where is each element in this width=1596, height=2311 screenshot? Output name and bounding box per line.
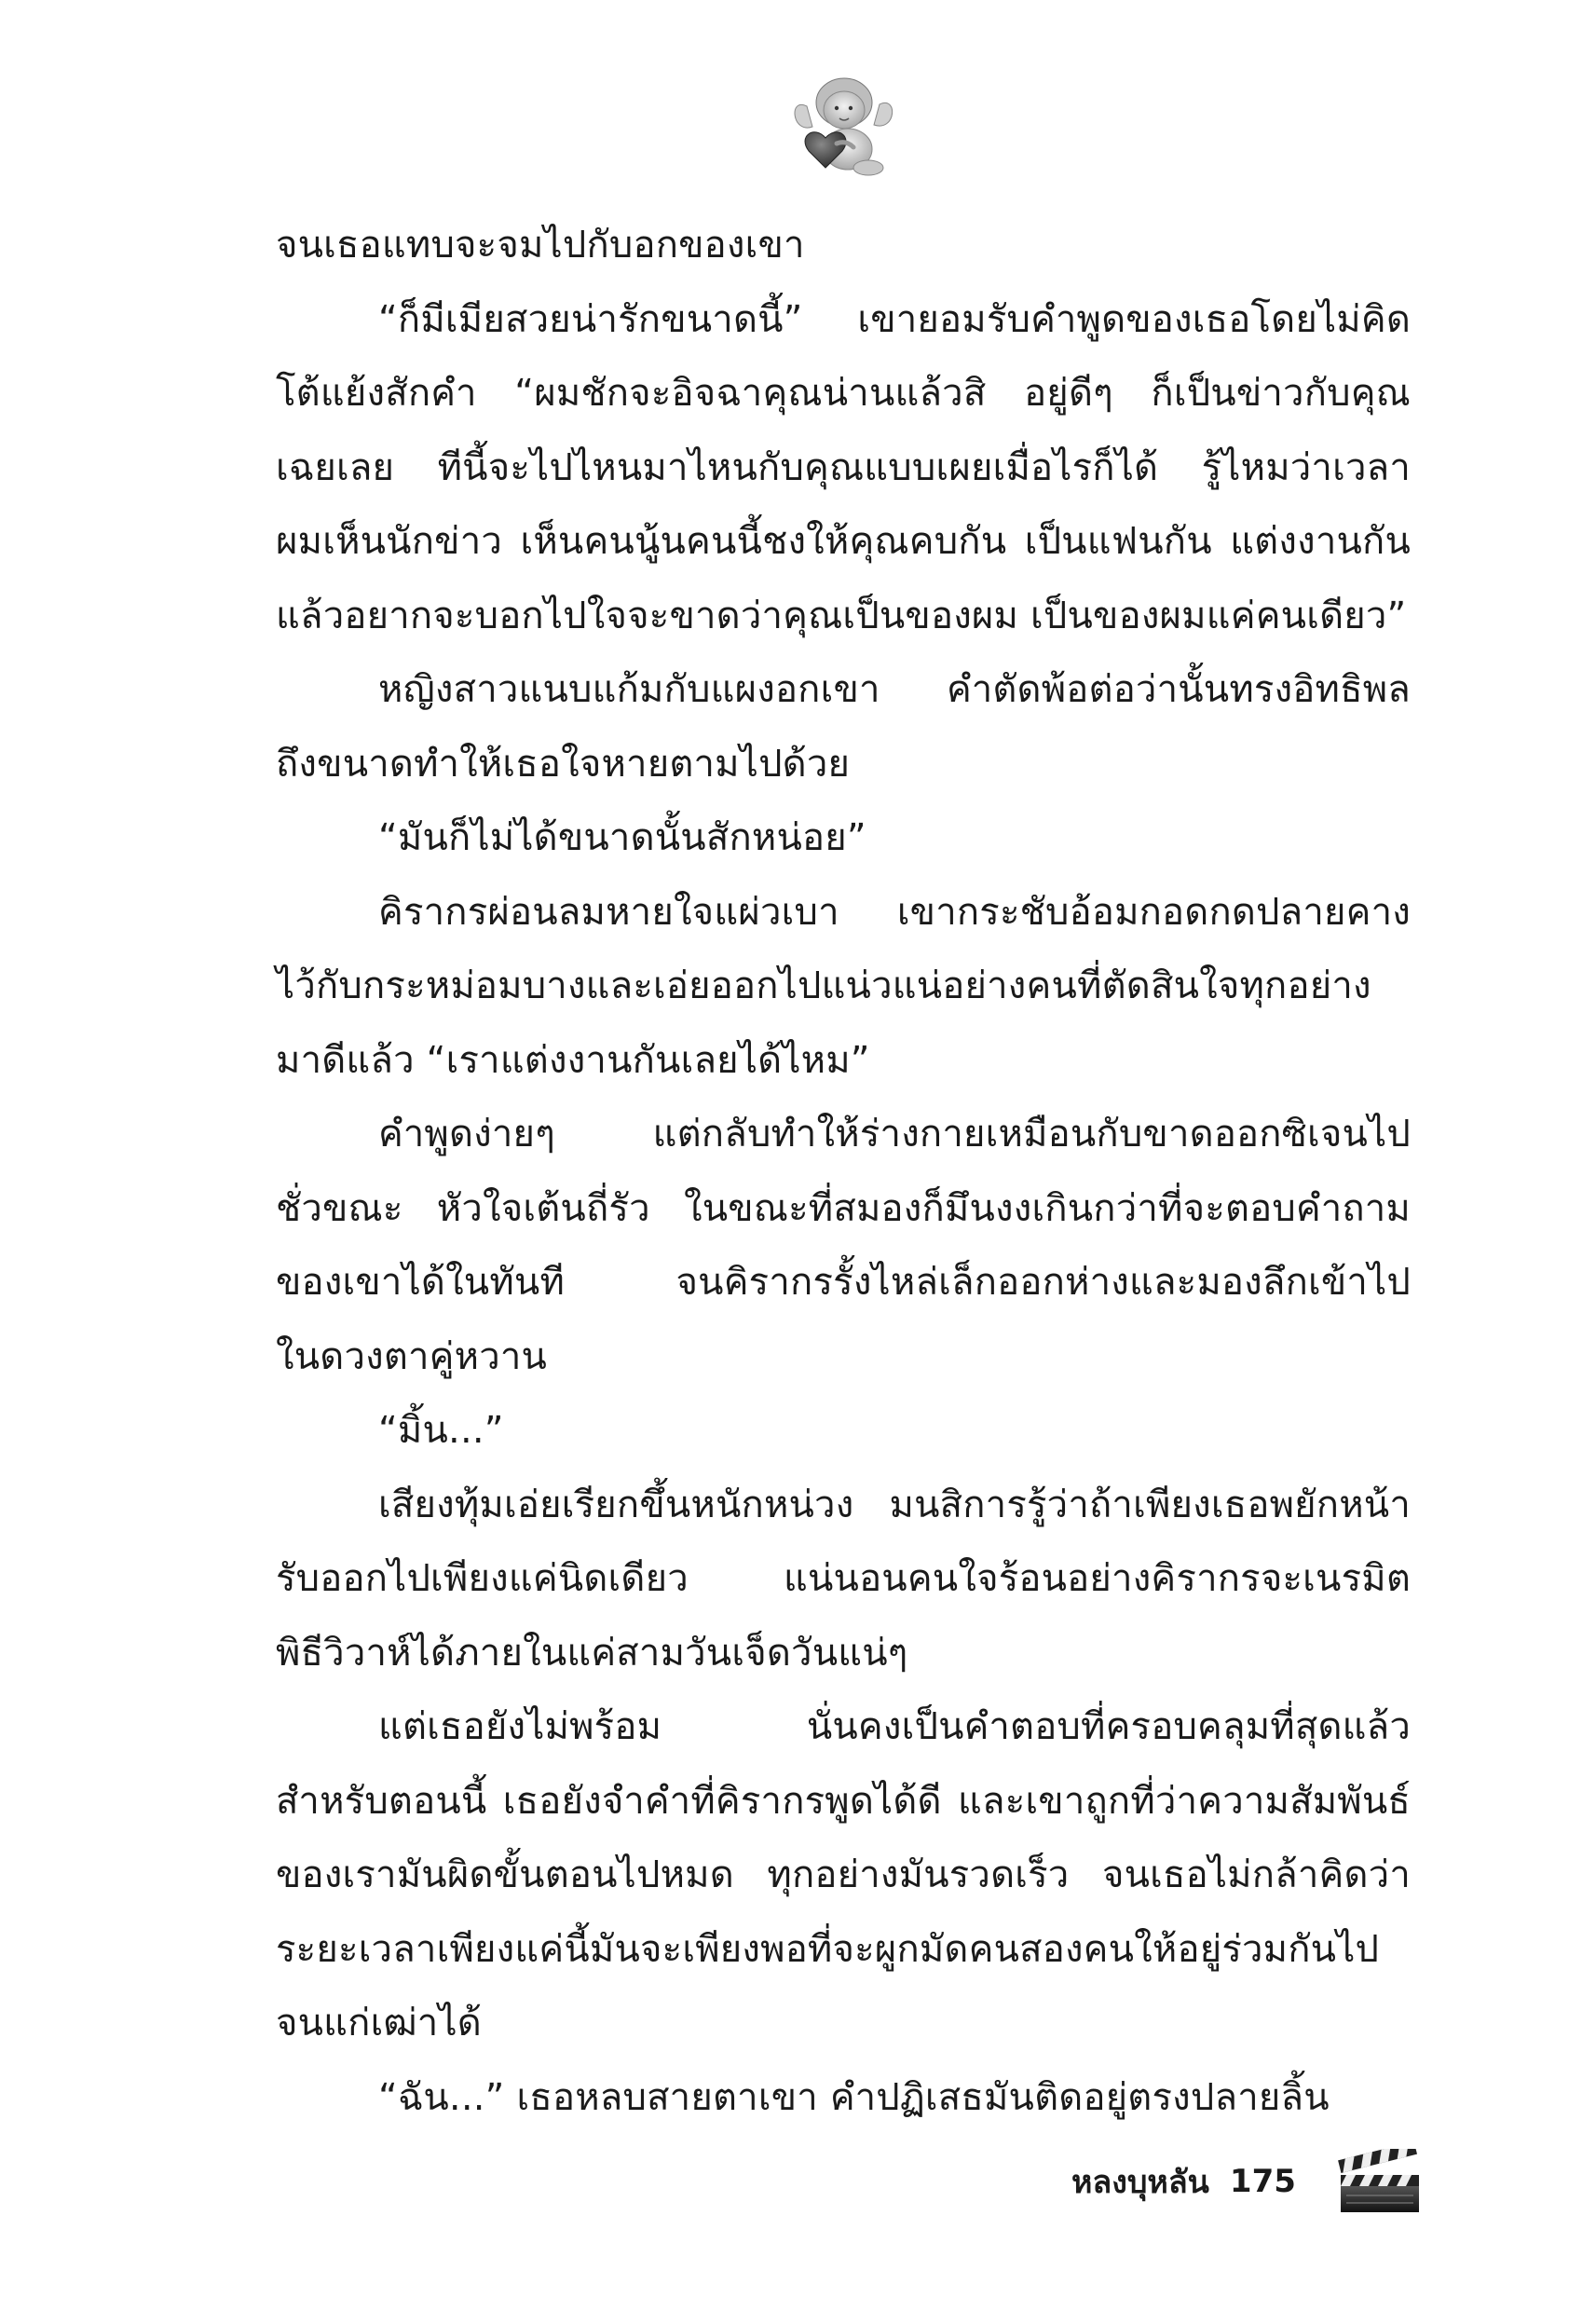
paragraph-line: รับออกไปเพียงแค่นิดเดียว แน่นอนคนใจร้อนอย่างคิรากรจะเนรมิต xyxy=(276,1557,1411,1600)
paragraph-first-line: คิรากรผ่อนลมหายใจแผ่วเบา เขากระชับอ้อมกอดกดปลายคาง xyxy=(378,890,1411,934)
paragraph-first-line: หญิงสาวแนบแก้มกับแผงอกเขา คำตัดพ้อต่อว่านั้นทรงอิทธิพล xyxy=(378,668,1411,711)
paragraph-line: ไว้กับกระหม่อมบางและเอ่ยออกไปแน่วแน่อย่างคนที่ตัดสินใจทุกอย่าง xyxy=(276,964,1371,1007)
paragraph-line: ของเรามันผิดขั้นตอนไปหมด ทุกอย่างมันรวดเร็ว จนเธอไม่กล้าคิดว่า xyxy=(276,1853,1411,1896)
paragraph-line: มาดีแล้ว “เราแต่งงานกันเลยได้ไหม” xyxy=(276,1038,870,1082)
paragraph-line: สำหรับตอนนี้ เธอยังจำคำที่คิรากรพูดได้ดี และเขาถูกที่ว่าความสัมพันธ์ xyxy=(276,1779,1411,1823)
cherub-with-heart-icon xyxy=(788,69,898,183)
body-text xyxy=(276,209,1411,2135)
paragraph-first-line: เสียงทุ้มเอ่ยเรียกขึ้นหนักหน่วง มนสิการรู้ว่าถ้าเพียงเธอพยักหน้า xyxy=(378,1483,1411,1526)
paragraph-line: ของเขาได้ในทันที จนคิรากรรั้งไหล่เล็กออกห่างและมองลึกเข้าไป xyxy=(276,1261,1411,1304)
paragraph-line: จนแก่เฒ่าได้ xyxy=(276,2002,482,2044)
paragraph-first-line: “ก็มีเมียสวยน่ารักขนาดนี้” เขายอมรับคำพูดของเธอโดยไม่คิด xyxy=(378,297,1411,341)
paragraph-line: ระยะเวลาเพียงแค่นี้มันจะเพียงพอที่จะผูกมัดคนสองคนให้อยู่ร่วมกันไป xyxy=(276,1927,1380,1971)
film-clapperboard-icon xyxy=(1333,2149,1423,2214)
paragraph-first-line: “ฉัน...” เธอหลบสายตาเขา คำปฏิเสธมันติดอยู่ตรงปลายลิ้น xyxy=(378,2075,1330,2119)
paragraph-first-line: แต่เธอยังไม่พร้อม นั่นคงเป็นคำตอบที่ครอบคลุมที่สุดแล้ว xyxy=(378,1705,1411,1748)
paragraph-first-line: “มิ้น...” xyxy=(378,1409,504,1452)
paragraph-line: ถึงขนาดทำให้เธอใจหายตามไปด้วย xyxy=(276,742,851,786)
paragraph-line: เฉยเลย ทีนี้จะไปไหนมาไหนกับคุณแบบเผยเมื่อไรก็ได้ รู้ไหมว่าเวลา xyxy=(276,445,1411,489)
book-title: หลงบุหลัน xyxy=(1071,2164,1209,2201)
page-number: 175 xyxy=(1229,2163,1296,2200)
paragraph-line: ในดวงตาคู่หวาน xyxy=(276,1334,548,1378)
paragraph-line: ชั่วขณะ หัวใจเต้นถี่รัว ในขณะที่สมองก็มึนงงเกินกว่าที่จะตอบคำถาม xyxy=(276,1186,1411,1230)
paragraph-first-line: คำพูดง่ายๆ แต่กลับทำให้ร่างกายเหมือนกับขาดออกซิเจนไป xyxy=(378,1113,1411,1156)
paragraph-line: ผมเห็นนักข่าว เห็นคนนู้นคนนี้ชงให้คุณคบกัน เป็นแฟนกัน แต่งงานกัน xyxy=(276,520,1411,563)
paragraph-line: พิธีวิวาห์ได้ภายในแค่สามวันเจ็ดวันแน่ๆ xyxy=(276,1631,908,1675)
paragraph-first-line: จนเธอแทบจะจมไปกับอกของเขา xyxy=(276,224,805,267)
page-footer xyxy=(1071,2149,1423,2214)
paragraph-first-line: “มันก็ไม่ได้ขนาดนั้นสักหน่อย” xyxy=(378,816,866,859)
paragraph-line: แล้วอยากจะบอกไปใจจะขาดว่าคุณเป็นของผม เป็นของผมแค่คนเดียว” xyxy=(276,594,1407,637)
paragraph-line: โต้แย้งสักคำ “ผมชักจะอิจฉาคุณน่านแล้วสิ อยู่ดีๆ ก็เป็นข่าวกับคุณ xyxy=(276,372,1411,415)
